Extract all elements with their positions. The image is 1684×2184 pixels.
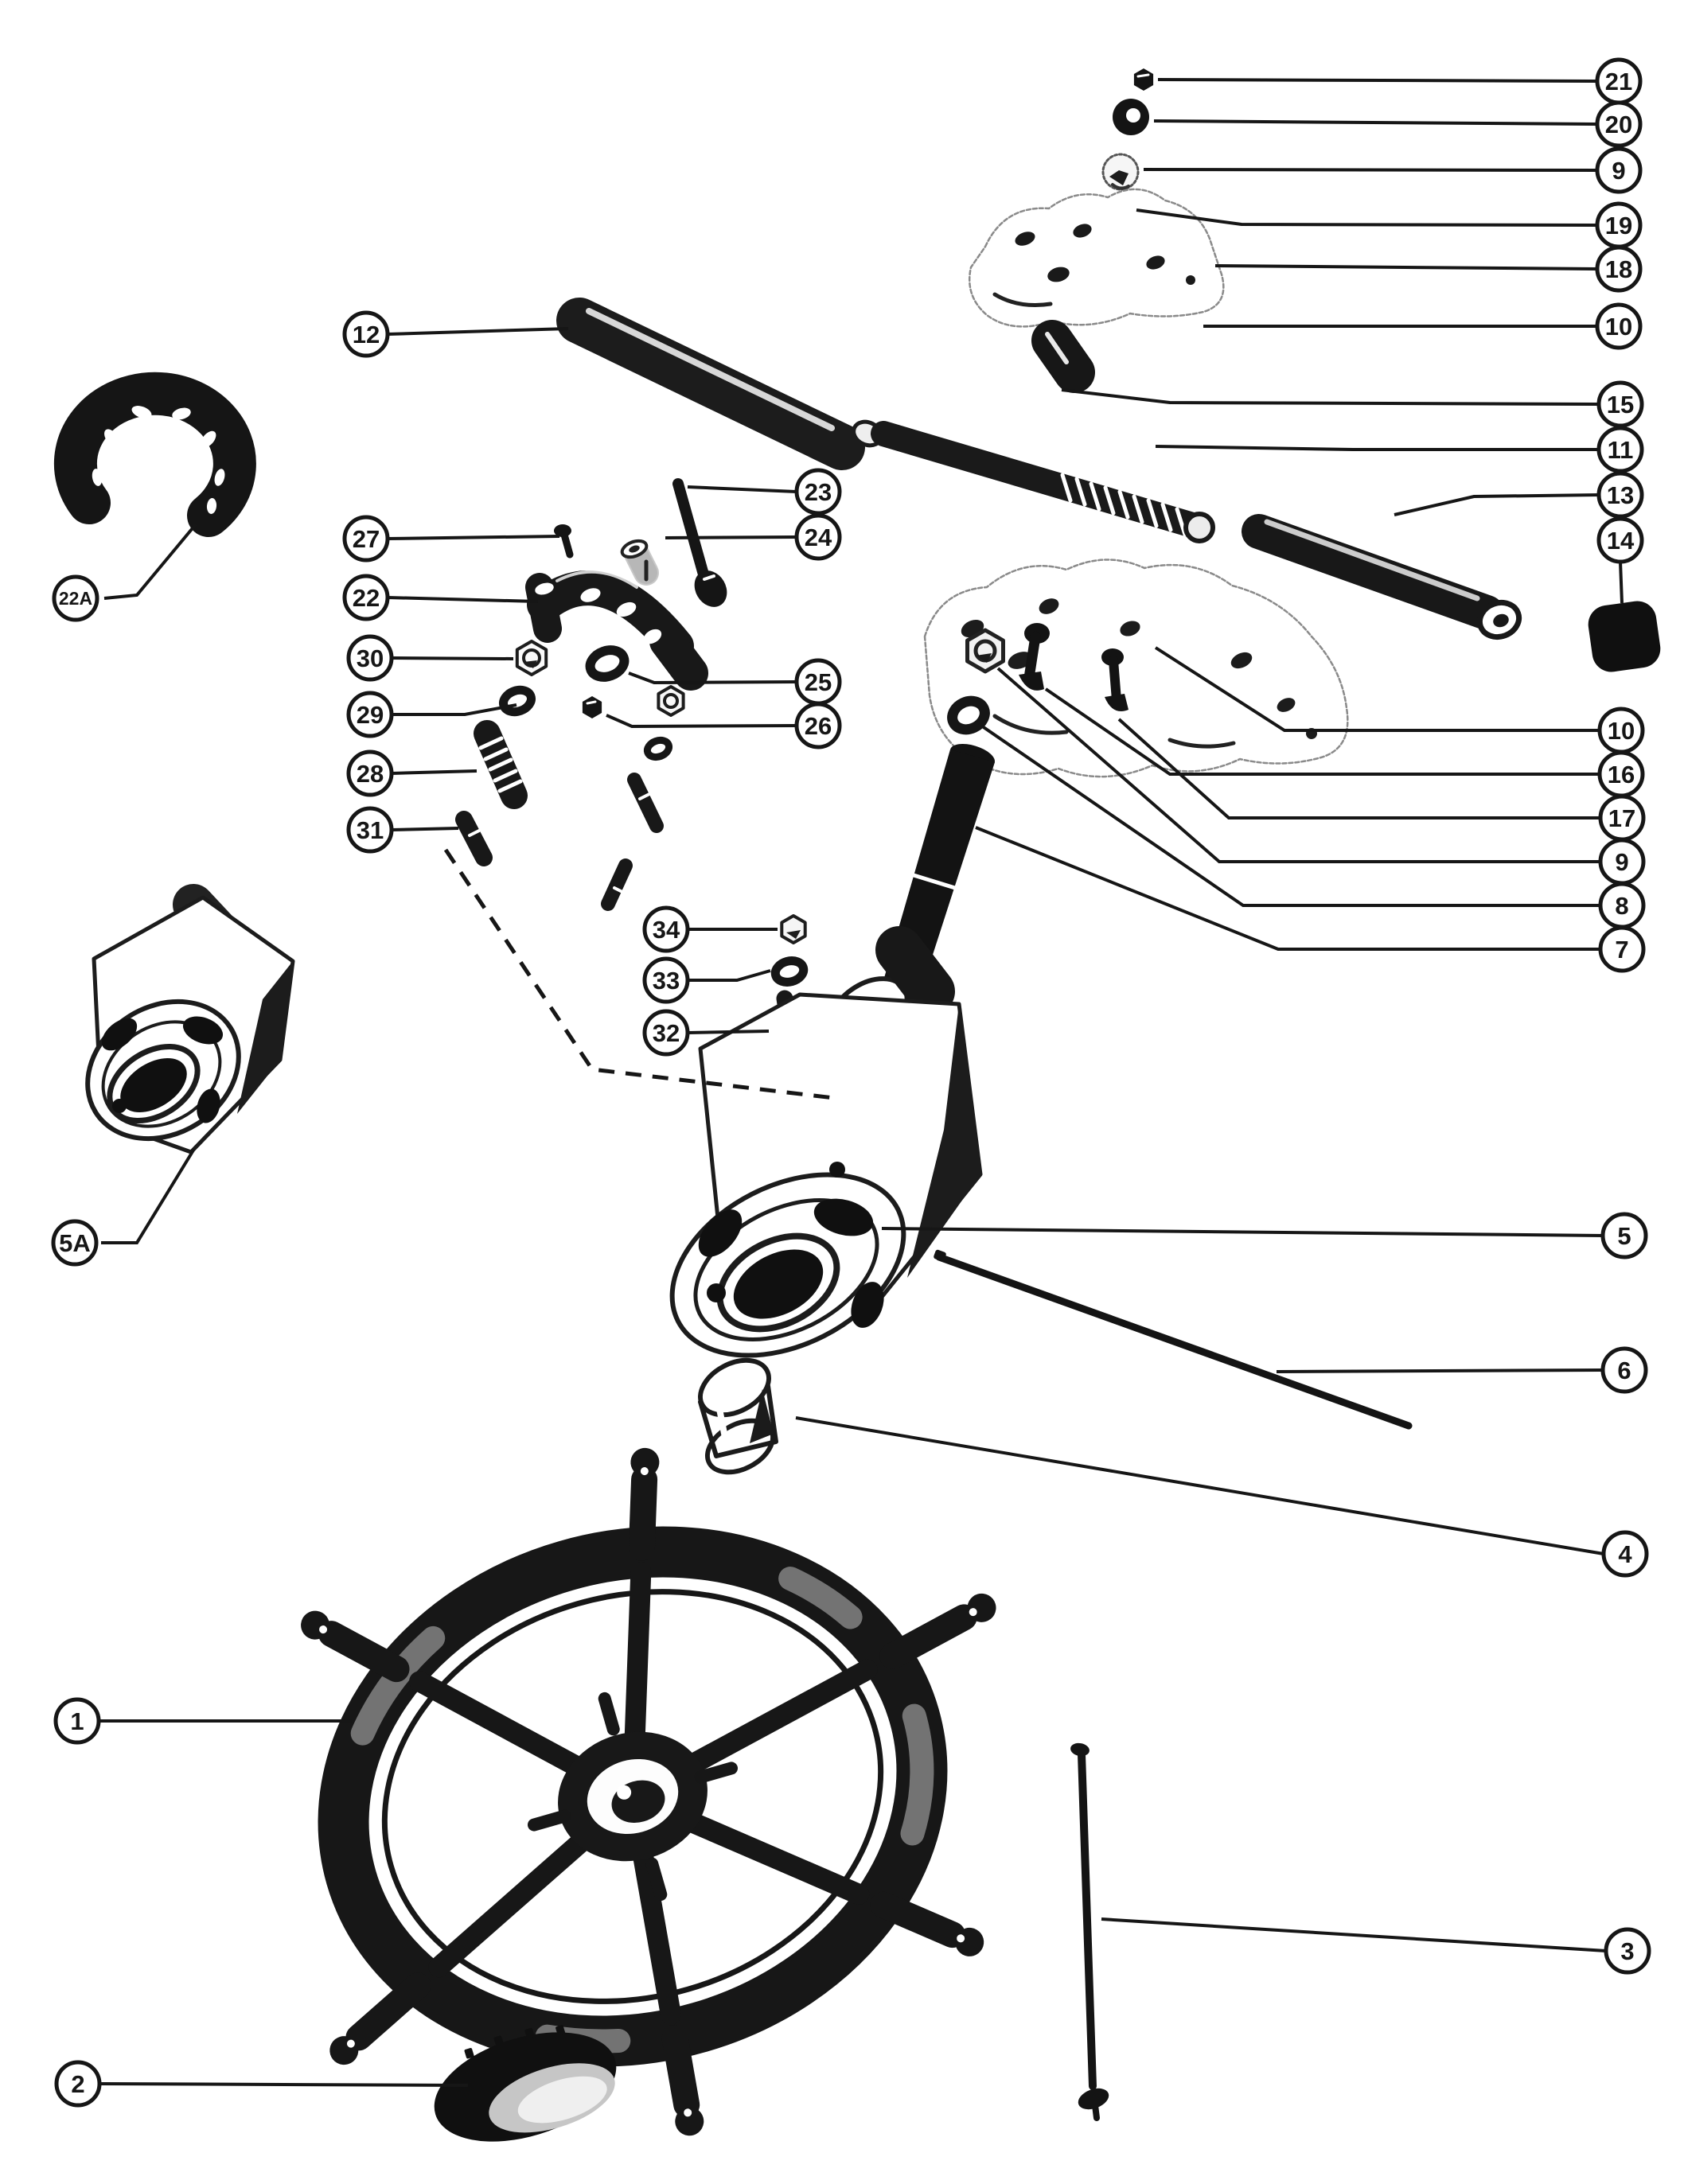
part-washer-icon: [1113, 99, 1149, 135]
callout-12: [345, 313, 568, 356]
part-screw-icon: [554, 524, 571, 555]
leader-line: [882, 1228, 1603, 1236]
callout-3: [1101, 1919, 1649, 1972]
callout-14: [1599, 519, 1642, 603]
part-hub-assembly-alt: [62, 897, 293, 1166]
part-hex-nut-icon: [968, 630, 1004, 672]
part-helm-shaft-spring: [883, 434, 1213, 541]
callout-label: 21: [1604, 67, 1633, 95]
callout-34: [645, 908, 778, 951]
leader-line: [99, 2084, 468, 2085]
callout-label: 25: [804, 668, 832, 696]
callout-7: [976, 827, 1643, 971]
leader-line: [392, 705, 517, 714]
callout-label: 5A: [59, 1228, 91, 1257]
callout-label: 16: [1607, 760, 1635, 788]
part-link-rod: [933, 1249, 1409, 1426]
callout-label: 8: [1615, 891, 1629, 920]
leader-line: [1620, 562, 1622, 603]
callout-label: 4: [1618, 1540, 1632, 1568]
leader-line: [1394, 495, 1599, 515]
leader-line: [1144, 169, 1597, 170]
leader-line: [1158, 80, 1597, 81]
callout-15: [1062, 383, 1642, 426]
part-clamp-strap: [534, 572, 691, 673]
callout-6: [1277, 1349, 1646, 1392]
callout-label: 15: [1606, 390, 1635, 419]
callout-label: 31: [356, 816, 384, 844]
leader-line: [606, 715, 797, 726]
callout-label: 17: [1608, 804, 1636, 832]
callout-33: [645, 959, 770, 1002]
leader-line: [688, 1031, 769, 1033]
part-split-bushing: [691, 1349, 782, 1482]
part-hex-nut-icon: [782, 916, 805, 943]
callout-label: 1: [70, 1707, 84, 1735]
leader-line: [1156, 446, 1599, 450]
leader-line: [101, 1149, 194, 1243]
callout-18: [1215, 247, 1640, 290]
callout-27: [345, 517, 559, 560]
part-steering-wheel: [193, 1366, 1113, 2184]
callout-label: 10: [1604, 312, 1633, 341]
part-spacer-sleeve-icon: [620, 538, 649, 579]
callout-label: 9: [1615, 847, 1629, 876]
callout-label: 34: [652, 915, 680, 944]
callout-label: 24: [804, 523, 832, 551]
leader-line: [629, 673, 797, 683]
callout-31: [349, 808, 458, 851]
part-washer-icon: [587, 645, 628, 681]
callout-1: [56, 1699, 352, 1742]
leader-line: [1277, 1370, 1603, 1372]
part-upper-swivel-bracket: [969, 189, 1223, 326]
callout-19: [1136, 204, 1640, 247]
part-hex-nut-icon: [658, 687, 683, 715]
part-round-nut-icon: [1103, 154, 1138, 189]
callout-13: [1394, 473, 1642, 516]
callout-11: [1156, 428, 1642, 471]
callout-label: 29: [356, 700, 384, 729]
part-washer-icon: [645, 738, 671, 760]
leader-line: [1154, 121, 1597, 124]
callout-20: [1154, 103, 1640, 146]
callout-9: [1144, 149, 1640, 192]
part-bolt-icon: [678, 484, 733, 613]
leader-line: [388, 329, 568, 334]
leader-line: [388, 598, 538, 601]
callout-label: 33: [652, 966, 680, 995]
callout-4: [796, 1418, 1647, 1575]
part-washer-icon: [773, 958, 806, 985]
leader-line: [1062, 390, 1599, 404]
part-through-bolt: [1070, 1742, 1112, 2118]
part-pivot-cylinder: [1047, 334, 1074, 372]
callout-26: [606, 704, 840, 747]
callout-label: 23: [804, 477, 832, 506]
leader-line: [392, 771, 477, 773]
callout-22A: [54, 524, 196, 620]
part-rubber-cap: [1586, 598, 1663, 674]
part-hex-nut-icon: [517, 641, 546, 675]
leader-line: [388, 536, 559, 539]
callout-label: 30: [356, 644, 384, 672]
callout-label: 22A: [58, 588, 93, 609]
callout-label: 3: [1620, 1937, 1635, 1965]
leader-line: [104, 524, 196, 598]
leader-line: [796, 1418, 1604, 1554]
leader-line: [392, 828, 458, 830]
callout-10: [1203, 305, 1640, 348]
callout-label: 7: [1615, 935, 1629, 964]
part-locknut-top-icon: [1134, 68, 1153, 91]
callout-label: 26: [804, 711, 832, 740]
callout-23: [688, 470, 840, 513]
callout-label: 10: [1607, 716, 1635, 745]
callout-label: 13: [1606, 481, 1635, 509]
callout-22: [345, 576, 538, 619]
part-small-nut-icon: [583, 696, 602, 718]
leader-line: [1215, 266, 1597, 269]
callout-5: [882, 1214, 1646, 1257]
part-stud-icon: [634, 780, 657, 826]
leader-line: [688, 971, 770, 980]
callout-label: 12: [352, 320, 380, 348]
part-hub-assembly: [641, 950, 980, 1392]
part-washer-icon: [501, 687, 535, 716]
callout-30: [349, 637, 513, 679]
callout-label: 6: [1617, 1356, 1631, 1384]
leader-line: [392, 658, 513, 659]
callout-2: [57, 2062, 468, 2105]
part-steering-tube: [579, 311, 885, 450]
part-spring-icon: [481, 734, 520, 796]
callout-label: 19: [1604, 211, 1633, 239]
callout-label: 18: [1604, 255, 1633, 283]
part-pin-icon: [464, 819, 484, 858]
callout-label: 2: [71, 2069, 85, 2098]
callout-label: 14: [1606, 526, 1635, 555]
part-c-clamp-ring: [76, 394, 235, 516]
callout-21: [1158, 60, 1640, 103]
part-stud-icon: [608, 866, 626, 904]
callout-label: 5: [1617, 1221, 1631, 1250]
callout-5A: [53, 1149, 194, 1264]
callout-label: 22: [352, 583, 380, 612]
leader-line: [1136, 210, 1597, 225]
callout-label: 9: [1612, 156, 1626, 185]
callout-label: 27: [352, 524, 380, 553]
callout-label: 28: [356, 759, 384, 788]
leader-line: [976, 827, 1600, 949]
callout-label: 11: [1607, 435, 1634, 464]
leader-line: [688, 487, 797, 492]
callout-label: 32: [652, 1018, 680, 1047]
leader-line: [1101, 1919, 1606, 1951]
leader-line: [665, 537, 797, 538]
callout-label: 20: [1604, 110, 1633, 138]
callout-28: [349, 752, 477, 795]
